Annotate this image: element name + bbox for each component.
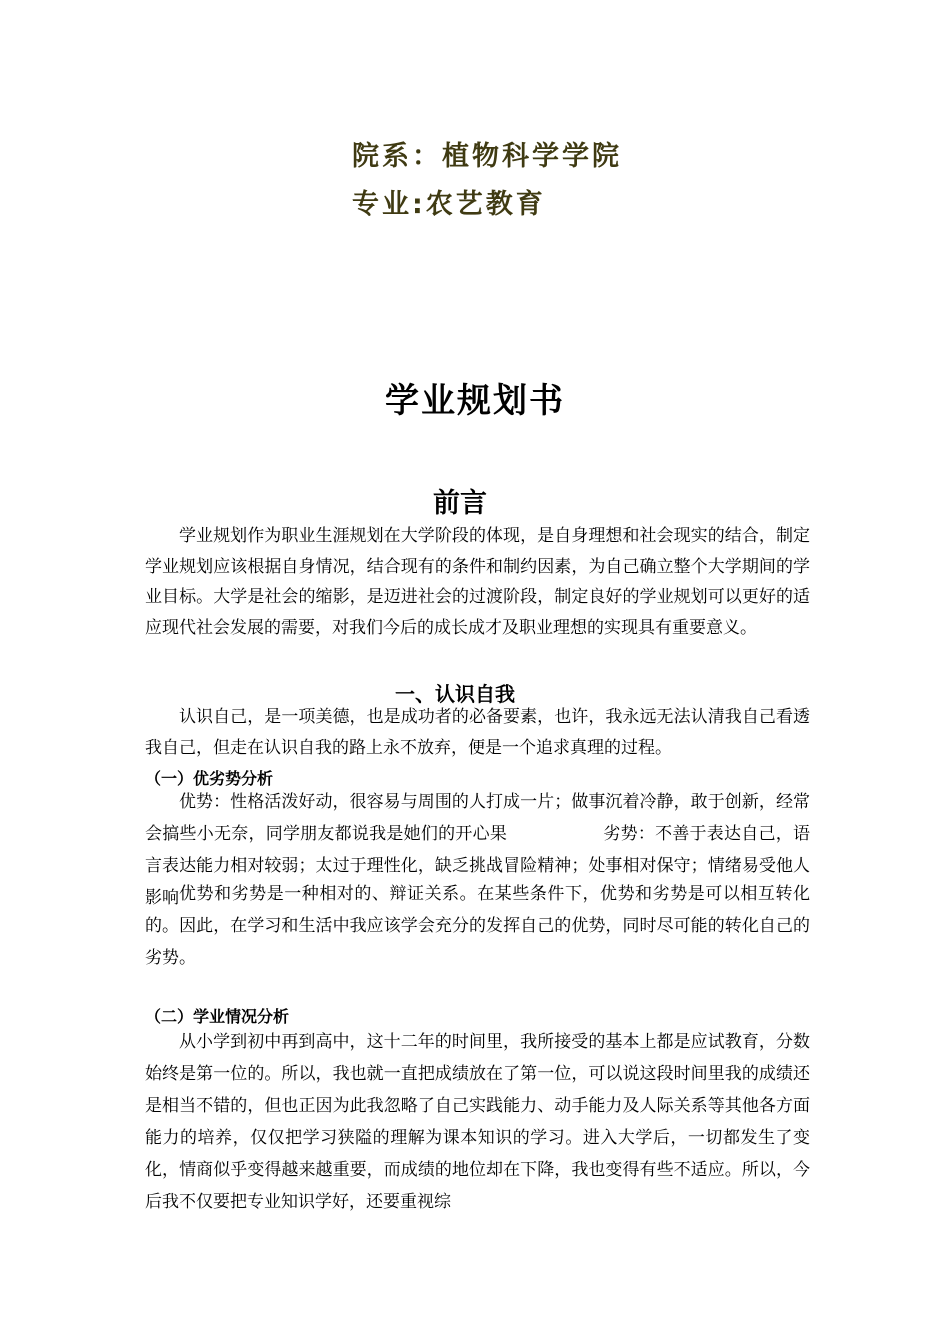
strengths-text: 优势：性格活泼好动，很容易与周围的人打成一片；做事沉着冷静，敢于创新，经常会搞些小无奈，同学朋友都说我是她们的开心果 — [145, 792, 810, 844]
preface-paragraph: 学业规划作为职业生涯规划在大学阶段的体现，是自身理想和社会现实的结合，制定学业规划应该根据自身情况，结合现有的条件和制约因素，为自己确立整个大学期间的学业目标。大学是社会的缩影，是迈进社会的过渡阶段，制定良好的学业规划可以更好的适应现代社会发展的需要，对我们今后的成长成才及职业理想的实现具有重要意义。 — [145, 526, 810, 638]
academic-analysis-paragraph: 从小学到初中再到高中，这十二年的时间里，我所接受的基本上都是应试教育，分数始终是第一位的。所以，我也就一直把成绩放在了第一位，可以说这段时间里我的成绩还是相当不错的，但也正因为此我忽略了自己实践能力、动手能力及人际关系等其他各方面能力的培养，仅仅把学习狭隘的理解为课本知识的学习。进入大学后，一切都发生了变化，情商似乎变得越来越重要，而成绩的地位却在下降，我也变得有些不适应。所以，今后我不仅要把专业知识学好，还要重视综 — [145, 1032, 810, 1212]
relation-paragraph: 优势和劣势是一种相对的、辩证关系。在某些条件下，优势和劣势是可以相互转化的。因此，在学习和生活中我应该学会充分的发挥自己的优势，同时尽可能的转化自己的劣势。 — [145, 884, 810, 968]
document-title: 学业规划书 — [385, 381, 565, 421]
preface-heading: 前言 — [433, 488, 487, 519]
department-line: 院系：植物科学学院 — [352, 141, 622, 172]
academic-analysis-heading: （二）学业情况分析 — [145, 1007, 290, 1026]
weaknesses-text: 劣势：不善于表达自己，语言表达能力相对较弱；太过于理性化，缺乏挑战冒险精神；处事相对保守；情绪易受他人影响 — [145, 824, 811, 908]
section-1-intro: 认识自己，是一项美德，也是成功者的必备要素，也许，我永远无法认清我自己看透我自己，但走在认识自我的路上永不放弃，便是一个追求真理的过程。 — [145, 707, 810, 758]
strengths-weaknesses-heading: （一）优劣势分析 — [145, 769, 274, 788]
major-line: 专业:农艺教育 — [352, 189, 546, 220]
section-1-heading: 一、认识自我 — [395, 682, 515, 706]
